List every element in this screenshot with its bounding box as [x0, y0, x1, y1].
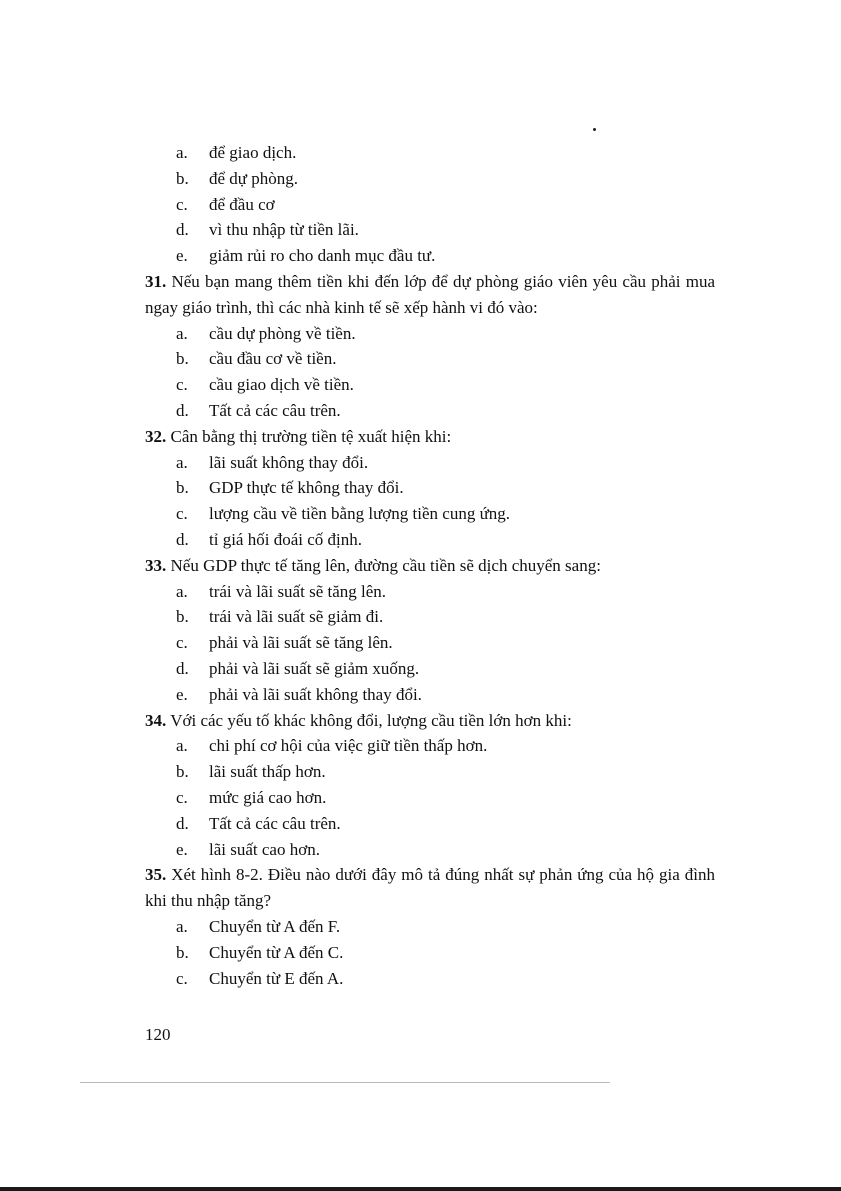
option-30e: e. giảm rủi ro cho danh mục đầu tư.	[176, 246, 436, 266]
question-31	[145, 269, 715, 424]
option-33c: c. phải và lãi suất sẽ tăng lên.	[176, 633, 393, 653]
option-30b: b. để dự phòng.	[176, 168, 299, 188]
page-content	[145, 140, 715, 991]
question-32	[145, 424, 715, 553]
option-34c: c. mức giá cao hơn.	[176, 787, 327, 807]
option-33a: a. trái và lãi suất sẽ tăng lên.	[176, 581, 387, 601]
question-33	[145, 553, 715, 708]
option-34b: b. lãi suất thấp hơn.	[176, 762, 326, 782]
page-number: 120	[145, 1025, 171, 1044]
option-35b: b. Chuyển từ A đến C.	[176, 942, 344, 962]
question-35	[145, 862, 715, 991]
option-33e: e. phải và lãi suất không thay đổi.	[176, 684, 422, 704]
question-text: 35. Xét hình 8-2. Điều nào dưới đây mô tả đúng nhất sự phản ứng của hộ gia đình khi thu nhập tăng?	[145, 865, 715, 911]
question-text: 33. Nếu GDP thực tế tăng lên, đường cầu tiền sẽ dịch chuyển sang:	[145, 555, 601, 575]
option-34a: a. chi phí cơ hội của việc giữ tiền thấp hơn.	[176, 736, 488, 756]
prior-options	[145, 140, 715, 269]
question-text: 32. Cân bằng thị trường tiền tệ xuất hiện khi:	[145, 426, 452, 446]
option-35a: a. Chuyển từ A đến F.	[176, 916, 341, 936]
option-32b: b. GDP thực tế không thay đổi.	[176, 478, 404, 498]
option-30d: d. vì thu nhập từ tiền lãi.	[176, 220, 359, 240]
option-32a: a. lãi suất không thay đổi.	[176, 452, 369, 472]
option-30c: c. để đầu cơ	[176, 194, 275, 214]
option-34d: d. Tất cả các câu trên.	[176, 813, 341, 833]
option-31a: a. cầu dự phòng về tiền.	[176, 323, 356, 343]
option-34e: e. lãi suất cao hơn.	[176, 839, 320, 859]
option-32d: d. tỉ giá hối đoái cố định.	[176, 529, 362, 549]
option-32c: c. lượng cầu về tiền bằng lượng tiền cung ứng.	[176, 504, 511, 524]
option-31d: d. Tất cả các câu trên.	[176, 400, 341, 420]
option-30a: a. để giao dịch.	[176, 143, 297, 162]
scan-bottom-edge	[0, 1187, 841, 1191]
footer-divider	[80, 1082, 610, 1083]
option-31b: b. cầu đầu cơ về tiền.	[176, 349, 337, 369]
question-text: 31. Nếu bạn mang thêm tiền khi đến lớp để dự phòng giáo viên yêu cầu phải mua ngay giáo trình, thì các nhà kinh tế sẽ xếp hành vi đó vào:	[145, 271, 715, 317]
option-33b: b. trái và lãi suất sẽ giảm đi.	[176, 607, 384, 627]
option-31c: c. cầu giao dịch về tiền.	[176, 375, 354, 395]
question-34	[145, 708, 715, 863]
stray-mark	[593, 128, 596, 131]
option-33d: d. phải và lãi suất sẽ giảm xuống.	[176, 658, 420, 678]
option-35c: c. Chuyển từ E đến A.	[176, 968, 344, 988]
question-text: 34. Với các yếu tố khác không đổi, lượng cầu tiền lớn hơn khi:	[145, 710, 572, 730]
